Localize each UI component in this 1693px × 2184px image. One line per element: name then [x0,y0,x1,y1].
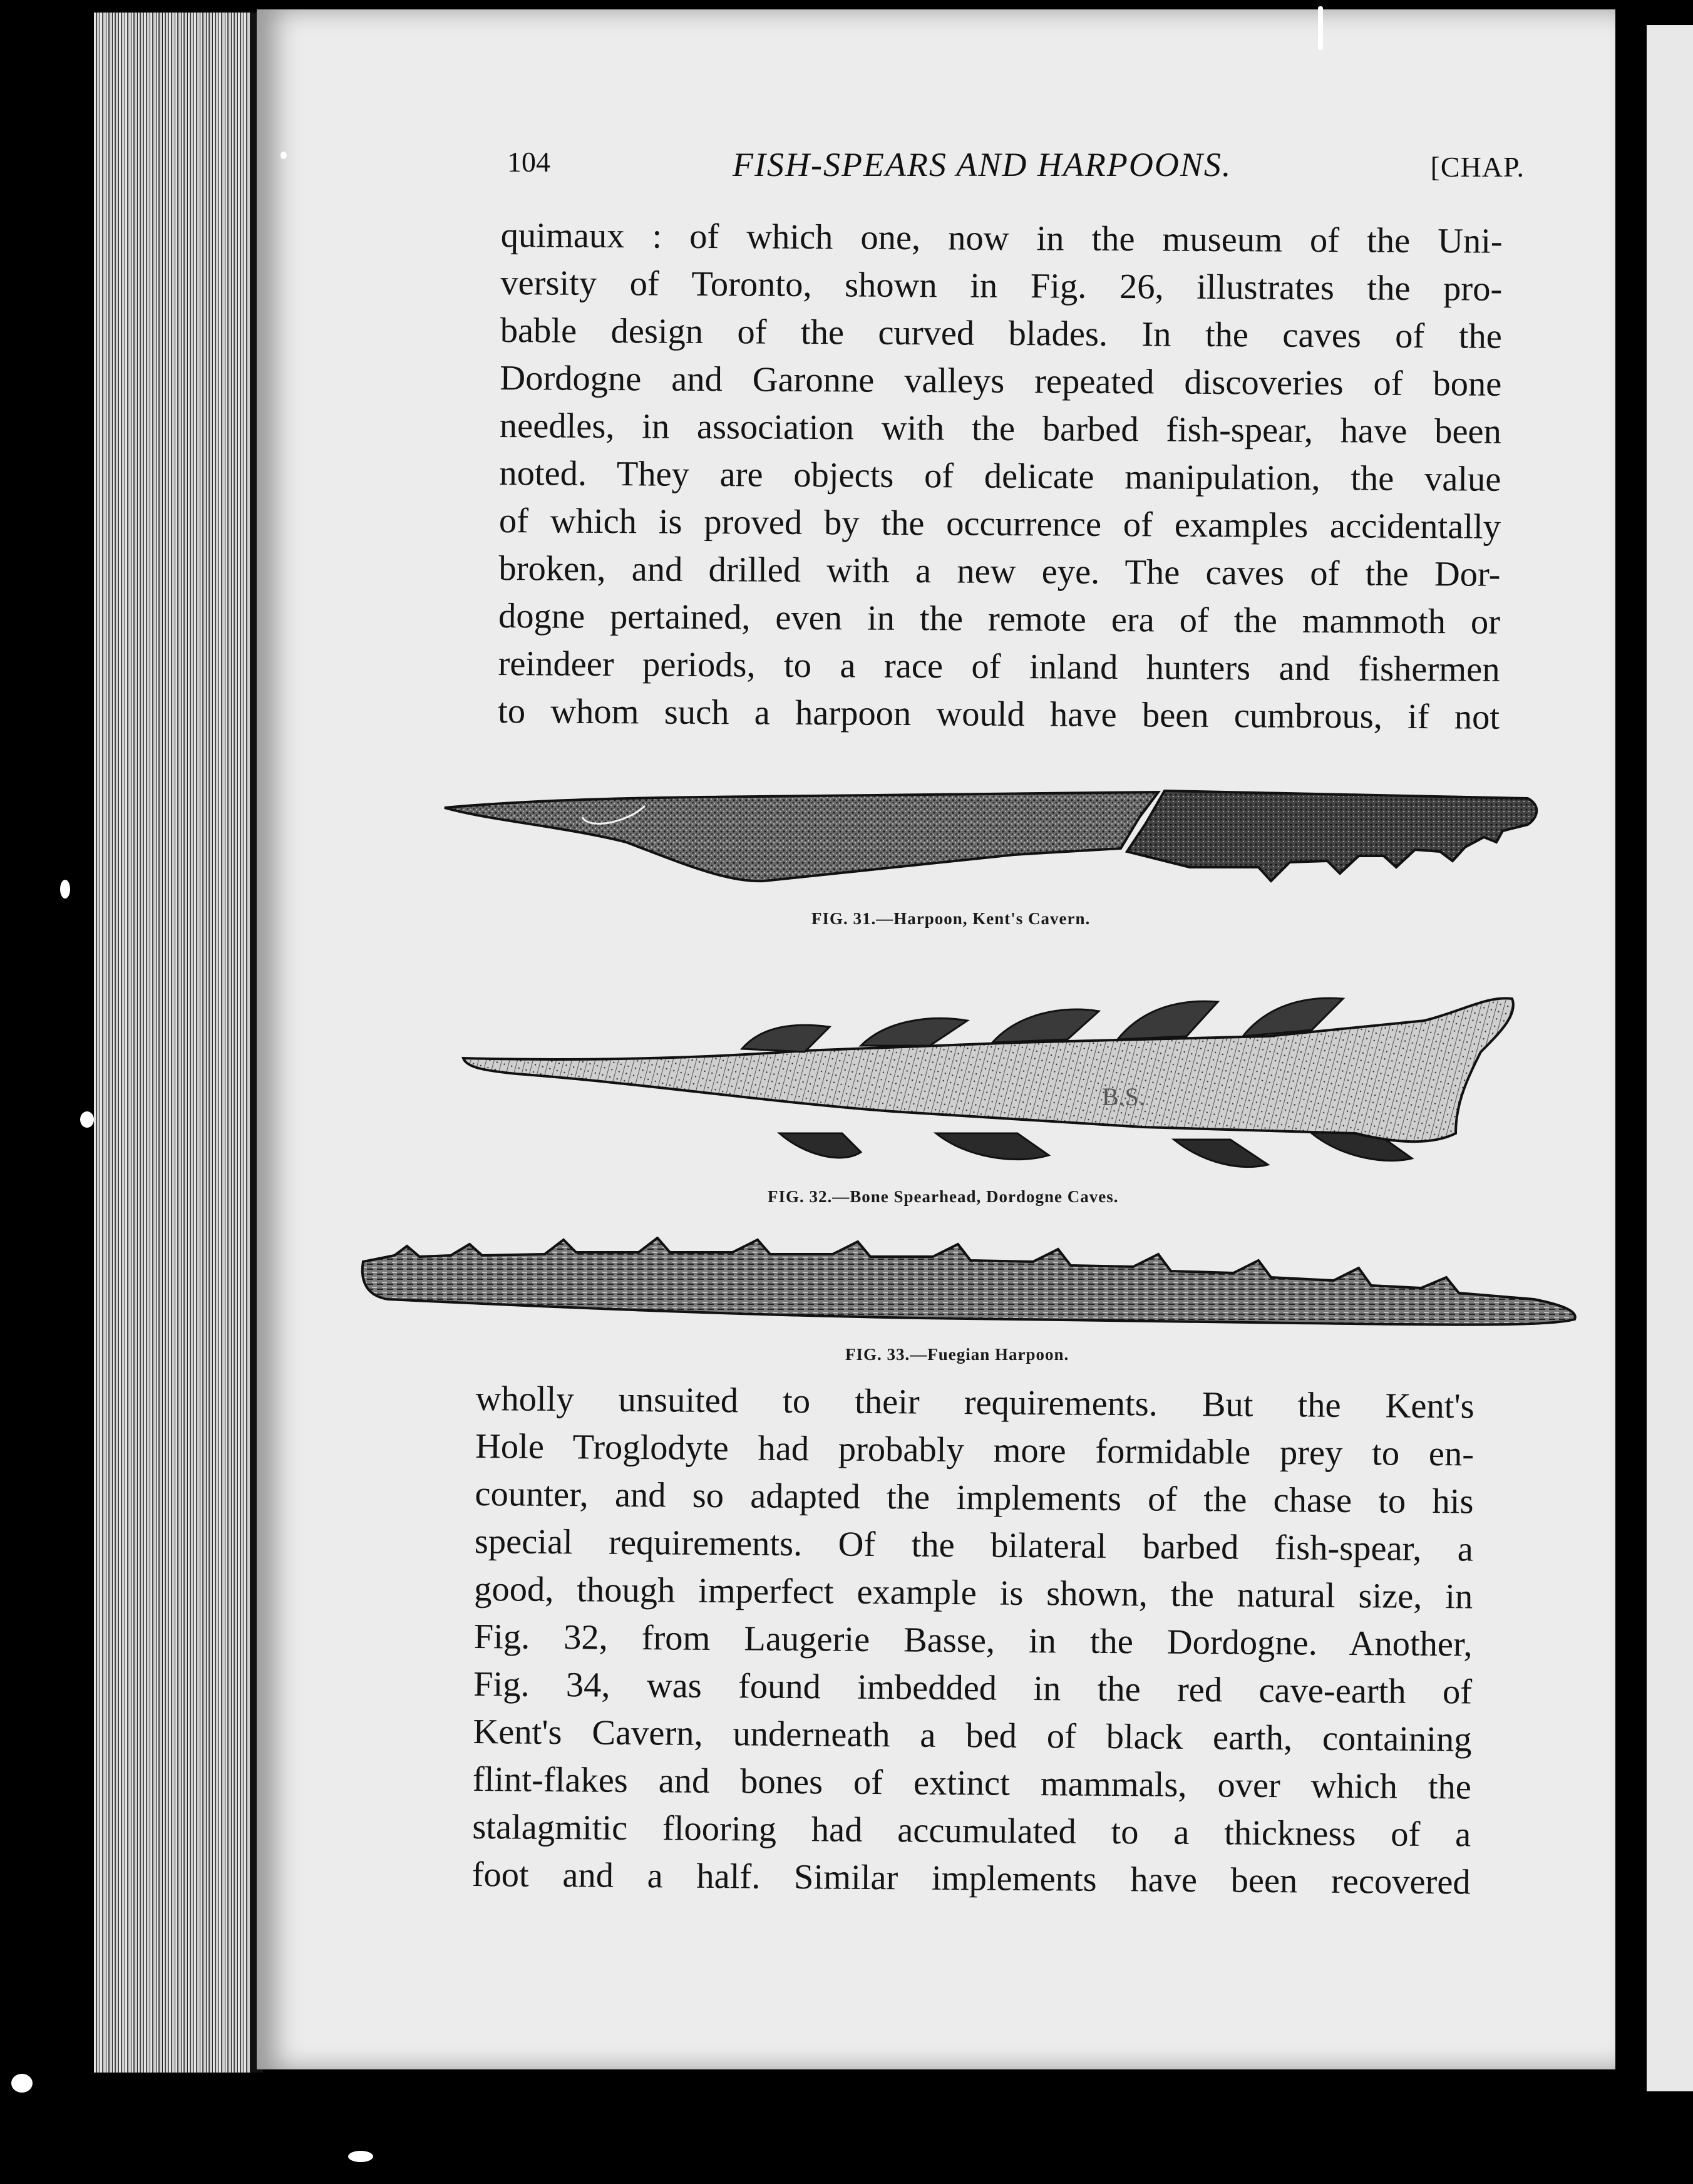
scan-speck [348,2151,373,2162]
page-header [507,139,1525,195]
text-line: Fig. 34, was found imbedded in the red cave-earth of [473,1664,1473,1712]
text-line: versity of Toronto, shown in Fig. 26, illustrates the pro- [500,263,1503,309]
figure-caption: FIG. 32.—Bone Spearhead, Dordogne Caves. [768,1187,1119,1206]
bone-spearhead-illustration [454,977,1518,1183]
text-line: needles, in association with the barbed fish-spear, have been [499,406,1502,451]
text-line: to whom such a harpoon would have been cumbrous, if not [497,691,1500,737]
next-page-edge [1647,25,1693,2091]
figure-caption: FIG. 31.—Harpoon, Kent's Cavern. [811,909,1091,928]
scan-speck [80,1111,94,1128]
scan-speck [280,152,287,159]
spearhead-inscription: B.S. [1102,1083,1145,1111]
book-page-edges [94,13,263,2073]
chapter-mark: [CHAP. [1430,151,1525,183]
scan-speck [11,2074,33,2093]
page-number: 104 [507,146,550,178]
text-line: special requirements. Of the bilateral barbed fish-spear, a [474,1522,1474,1569]
text-line: Fig. 32, from Laugerie Basse, in the Dordogne. Another, [473,1617,1473,1664]
text-line: bable design of the curved blades. In the caves of the [500,311,1502,356]
text-line: reindeer periods, to a race of inland hunters and fishermen [498,644,1500,689]
text-line: stalagmitic flooring had accumulated to a thickness of a [472,1807,1471,1855]
body-text-bottom [471,1375,1474,1907]
text-line: counter, and so adapted the implements of the chase to his [475,1474,1474,1522]
text-line: foot and a half. Similar implements have been recovered [471,1855,1471,1902]
text-line: Hole Troglodyte had probably more formidable prey to en- [475,1426,1474,1474]
text-line: good, though imperfect example is shown, the natural size, in [474,1569,1473,1617]
figure-caption: FIG. 33.—Fuegian Harpoon. [845,1345,1069,1364]
text-line: Kent's Cavern, underneath a bed of black earth, containing [473,1712,1472,1759]
running-head: FISH-SPEARS AND HARPOONS. [733,146,1232,183]
harpoon-illustration [438,773,1540,899]
body-text-top [498,212,1503,741]
text-line: wholly unsuited to their requirements. But the Kent's [475,1379,1474,1426]
scan-speck [1318,6,1323,50]
scan-speck [60,880,70,899]
text-line: broken, and drilled with a new eye. The caves of the Dor- [498,549,1501,594]
fuegian-harpoon-illustration [357,1237,1581,1343]
text-line: dogne pertained, even in the remote era of the mammoth or [498,596,1501,642]
text-line: Dordogne and Garonne valleys repeated discoveries of bone [500,358,1502,404]
text-line: quimaux : of which one, now in the museum of the Uni- [500,215,1503,261]
text-line: of which is proved by the occurrence of examples accidentally [498,501,1501,547]
text-line: noted. They are objects of delicate manipulation, the value [499,453,1501,499]
text-line: flint-flakes and bones of extinct mammals, over which the [472,1759,1472,1807]
